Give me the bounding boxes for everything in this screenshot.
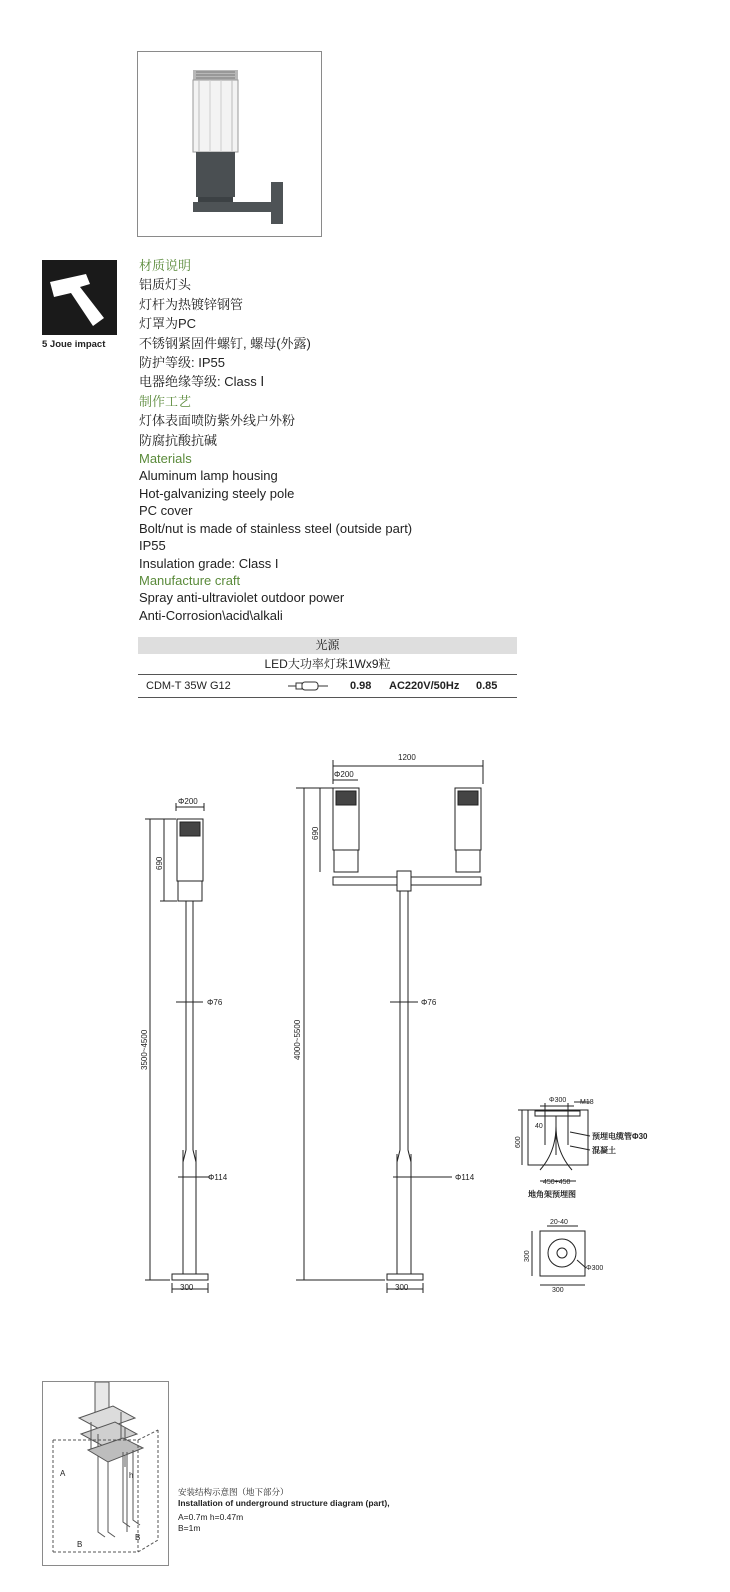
spec-line: Hot-galvanizing steely pole	[139, 485, 295, 501]
spec-line: 灯杆为热镀锌钢管	[139, 296, 244, 312]
spec-line: Bolt/nut is made of stainless steel (outside part)	[139, 520, 413, 536]
light-source-title: 光源	[138, 637, 517, 654]
product-photo-frame	[137, 51, 322, 237]
lamp-model: CDM-T 35W G12	[146, 680, 231, 692]
dim-base-dia: Φ114	[455, 1173, 475, 1182]
installation-diagram-frame	[42, 1381, 169, 1566]
dim-head-height: 690	[155, 856, 164, 870]
installation-diagram	[43, 1382, 168, 1565]
craft-en-heading: Manufacture craft	[139, 572, 241, 588]
technical-drawing	[0, 740, 730, 1360]
dim-spread: 450+450	[543, 1179, 571, 1186]
spec-line: 不锈钢紧固件螺钉, 螺母(外露)	[139, 335, 311, 351]
impact-rating-icon	[42, 260, 117, 335]
label-a: A	[60, 1469, 66, 1478]
dim-head-dia: Φ200	[178, 797, 198, 806]
dim-plan-bottom: 300	[552, 1287, 564, 1294]
dim-depth: 600	[515, 1136, 522, 1148]
dim-foundation-dia: Φ300	[549, 1097, 567, 1104]
dim-head-dia: Φ200	[334, 770, 354, 779]
label-h: h	[129, 1471, 134, 1480]
spec-line: Anti-Corrosion\acid\alkali	[139, 607, 283, 623]
conduit-label: 预埋电缆管Φ30	[592, 1132, 648, 1141]
voltage: AC220V/50Hz	[389, 680, 460, 692]
concrete-label: 混凝土	[592, 1146, 616, 1155]
install-dims-2: B=1m	[178, 1523, 201, 1533]
dim-top: 40	[535, 1123, 543, 1130]
spec-line: 电器绝缘等级: Class Ⅰ	[139, 374, 265, 390]
spec-line: Spray anti-ultraviolet outdoor power	[139, 590, 345, 606]
dim-bolt: M18	[580, 1099, 594, 1106]
install-dims-1: A=0.7m h=0.47m	[178, 1512, 244, 1522]
spec-line: 灯罩为PC	[139, 316, 197, 332]
dim-plan-side: 300	[524, 1250, 531, 1262]
specification-text	[139, 256, 559, 624]
lamp-bulb-icon	[288, 681, 330, 691]
foundation-caption: 地角架预埋图	[528, 1190, 576, 1199]
materials-cn-heading: 材质说明	[139, 258, 192, 273]
dim-pole-height: 4000~5500	[293, 1019, 302, 1060]
spec-line: IP55	[139, 538, 166, 554]
spec-line: 灯体表面喷防紫外线户外粉	[139, 413, 296, 429]
single-pole-drawing	[145, 803, 210, 1293]
label-b-side: B	[135, 1533, 141, 1542]
dim-pole-dia: Φ76	[207, 998, 223, 1007]
double-pole-drawing	[296, 760, 483, 1293]
dim-pole-height: 3500~4500	[140, 1029, 149, 1070]
light-source-table	[138, 637, 517, 698]
power-factor-1: 0.98	[350, 680, 372, 692]
lamp-product-image	[138, 52, 321, 236]
craft-cn-heading: 制作工艺	[139, 393, 192, 409]
spec-line: 防护等级: IP55	[139, 355, 225, 371]
dim-head-height: 690	[311, 826, 320, 840]
dim-plan-dia: Φ300	[586, 1265, 604, 1272]
spec-line: 防腐抗酸抗碱	[139, 432, 218, 448]
label-b: B	[77, 1540, 83, 1549]
materials-en-heading: Materials	[139, 451, 192, 467]
spec-line: Aluminum lamp housing	[139, 468, 278, 484]
install-title-cn: 安装结构示意图（地下部分）	[178, 1487, 289, 1497]
spec-line: PC cover	[139, 503, 193, 519]
spec-line: 铝质灯头	[139, 277, 192, 293]
dim-plan-top: 20-40	[550, 1219, 568, 1226]
led-spec: LED大功率灯珠1Wx9粒	[138, 654, 517, 675]
dim-base-width: 300	[180, 1283, 194, 1292]
lamp-spec-row	[138, 675, 517, 698]
power-factor-2: 0.85	[476, 680, 498, 692]
dim-base-dia: Φ114	[208, 1173, 228, 1182]
dim-pole-dia: Φ76	[421, 998, 437, 1007]
impact-rating-label: 5 Joue impact	[42, 339, 106, 350]
dim-arm-span: 1200	[398, 753, 416, 762]
installation-notes	[178, 1487, 390, 1534]
dim-base-width: 300	[395, 1283, 409, 1292]
spec-line: Insulation grade: Class I	[139, 555, 279, 571]
install-title-en: Installation of underground structure diagram (part),	[178, 1498, 390, 1508]
